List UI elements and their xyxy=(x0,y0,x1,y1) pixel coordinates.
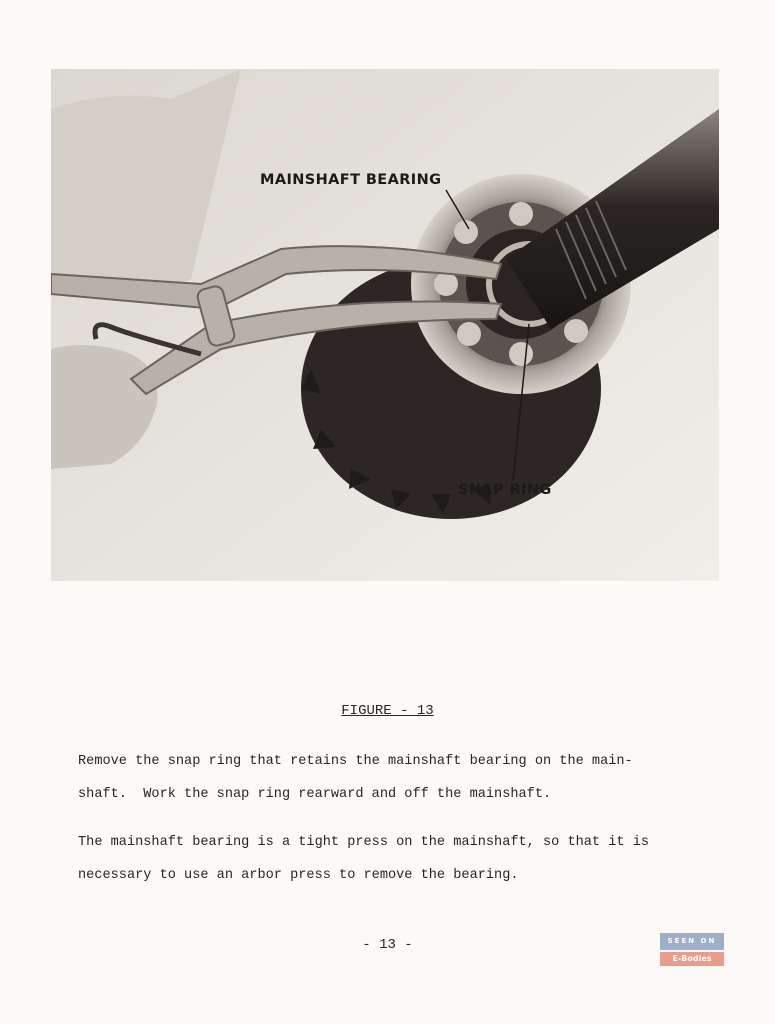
paragraph-2 xyxy=(78,826,698,892)
figure-caption: FIGURE - 13 xyxy=(341,703,434,719)
watermark-bottom-text: E-Bodies xyxy=(660,952,724,966)
paragraph-1-line-2: shaft. Work the snap ring rearward and off the mainshaft. xyxy=(78,787,552,802)
bearing-removal-illustration xyxy=(51,69,719,581)
figure-photo xyxy=(51,69,719,581)
paragraph-2-line-2: necessary to use an arbor press to remove the bearing. xyxy=(78,868,519,883)
paragraph-1 xyxy=(78,745,698,811)
paragraph-1-line-1: Remove the snap ring that retains the mainshaft bearing on the main- xyxy=(78,754,633,769)
watermark-top-text: SEEN ON xyxy=(660,933,724,950)
paragraph-2-line-1: The mainshaft bearing is a tight press on the mainshaft, so that it is xyxy=(78,835,650,850)
page-number: - 13 - xyxy=(362,937,413,953)
mainshaft-bearing-label: MAINSHAFT BEARING xyxy=(260,172,442,188)
seen-on-ebodies-watermark xyxy=(660,933,724,973)
snap-ring-label: SNAP RING xyxy=(458,482,552,498)
